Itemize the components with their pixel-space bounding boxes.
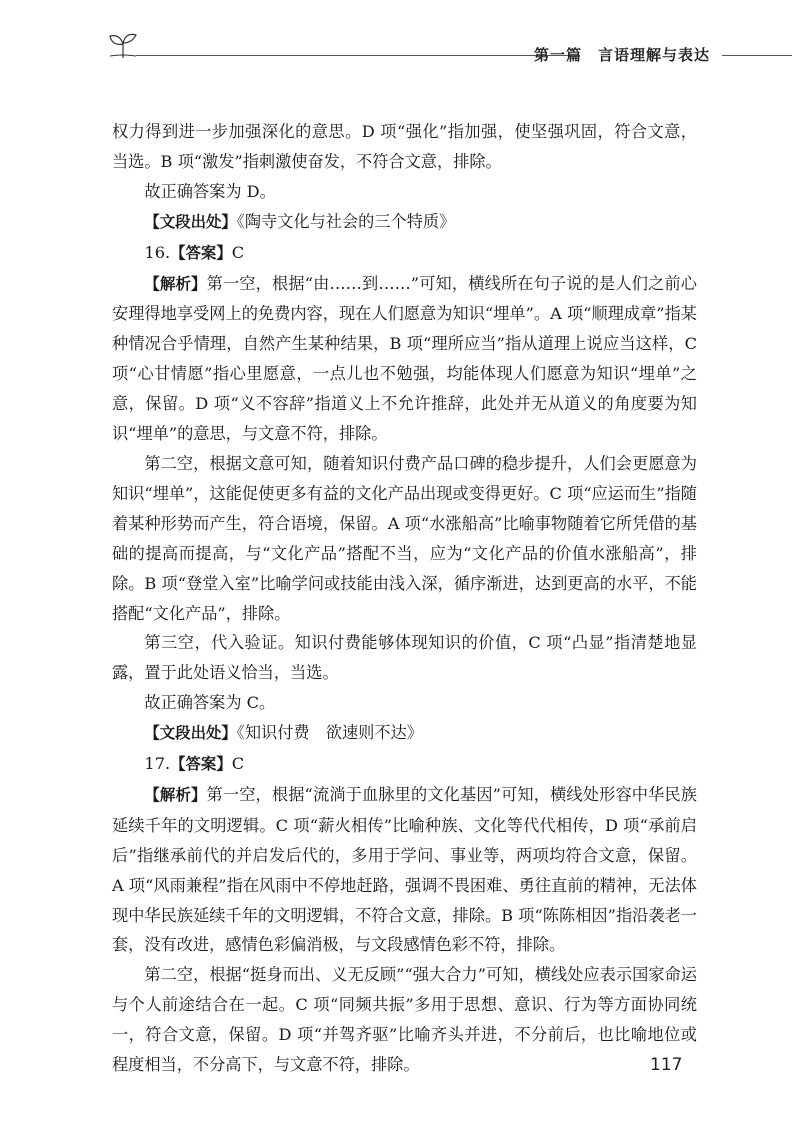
header-part: 第一篇: [533, 46, 582, 64]
answer-conclusion: 故正确答案为 D。: [144, 181, 276, 201]
paragraph: 第三空，代入验证。知识付费能够体现知识的价值，C 项“凸显”指清楚地显露，置于此处语义恰当，当选。: [112, 633, 697, 683]
page-number: 117: [650, 1055, 683, 1075]
header-rule-right: [722, 55, 792, 56]
paragraph: 第二空，根据“挺身而出、义无反顾”“强大合力”可知，横线处应表示国家命运与个人前途结合在一起。C 项“同频共振”多用于思想、意识、行为等方面协同统一，符合文意，保留。D 项“并驾齐驱”比喻齐头并进，不分前后，也比喻地位或程度相当，不分高下，与文意不符，排除。: [112, 965, 697, 1075]
question-answer-line: [112, 238, 697, 269]
source-line: [112, 207, 697, 238]
header-section: 言语理解与表达: [597, 46, 710, 64]
answer-label: 【答案】: [170, 243, 232, 262]
source-line: [112, 718, 697, 749]
analysis-label: 【解析】: [144, 785, 207, 804]
answer-value: C: [231, 242, 245, 262]
question-answer-line: [112, 749, 697, 780]
header-title: [534, 44, 710, 65]
question-number: 16.: [144, 242, 171, 262]
header-rule-left: [136, 55, 580, 56]
page-body: [112, 117, 697, 1080]
source-title: 《陶寺文化与社会的三个特质》: [236, 211, 456, 231]
source-label: 【文段出处】: [144, 724, 237, 743]
source-label: 【文段出处】: [144, 212, 237, 231]
running-header: [106, 30, 792, 70]
analysis-paragraph: [112, 269, 697, 449]
analysis-text: 第一空，根据“流淌于血脉里的文化基因”可知，横线处形容中华民族延续千年的文明逻辑。C 项“薪火相传”比喻种族、文化等代代相传，D 项“承前启后”指继承前代的并启发后代的，多用于学问、事业等，两项均符合文意，保留。A 项“风雨兼程”指在风雨中不停地赶路，强调不畏困难、勇往直前的精神，无法体现中华民族延续千年的文明逻辑，不符合文意，排除。B 项“陈陈相因”指沿袭老一套，没有改进，感情色彩偏消极，与文段感情色彩不符，排除。: [112, 784, 697, 955]
sprout-icon: [106, 30, 140, 60]
answer-value: C: [231, 754, 245, 774]
source-title: 《知识付费 欲速则不达》: [236, 723, 423, 743]
analysis-label: 【解析】: [144, 274, 207, 293]
analysis-text: 第一空，根据“由……到……”可知，横线所在句子说的是人们之前心安理得地享受网上的免费内容，现在人们愿意为知识“埋单”。A 项“顺理成章”指某种情况合乎情理，自然产生某种结果，B 项“理所应当”指从道理上说应当这样，C 项“心甘情愿”指心里愿意，一点儿也不勉强，均能体现人们愿意为知识“埋单”之意，保留。D 项“义不容辞”指道义上不允许推辞，此处并无从道义的角度要为知识“埋单”的意思，与文意不符，排除。: [112, 273, 697, 444]
answer-label: 【答案】: [170, 755, 232, 774]
paragraph: 第二空，根据文意可知，随着知识付费产品口碑的稳步提升，人们会更愿意为知识“埋单”，这能促使更多有益的文化产品出现或变得更好。C 项“应运而生”指随着某种形势而产生，符合语境，保留。A 项“水涨船高”比喻事物随着它所凭借的基础的提高而提高，与“文化产品”搭配不当，应为“文化产品的价值水涨船高”，排除。B 项“登堂入室”比喻学问或技能由浅入深，循序渐进，达到更高的水平，不能搭配“文化产品”，排除。: [112, 453, 697, 623]
question-number: 17.: [144, 754, 171, 774]
paragraph: 权力得到进一步加强深化的意思。D 项“强化”指加强，使坚强巩固，符合文意，当选。B 项“激发”指刺激使奋发，不符合文意，排除。: [112, 122, 697, 171]
answer-conclusion: 故正确答案为 C。: [144, 693, 276, 713]
analysis-paragraph: [112, 780, 697, 960]
